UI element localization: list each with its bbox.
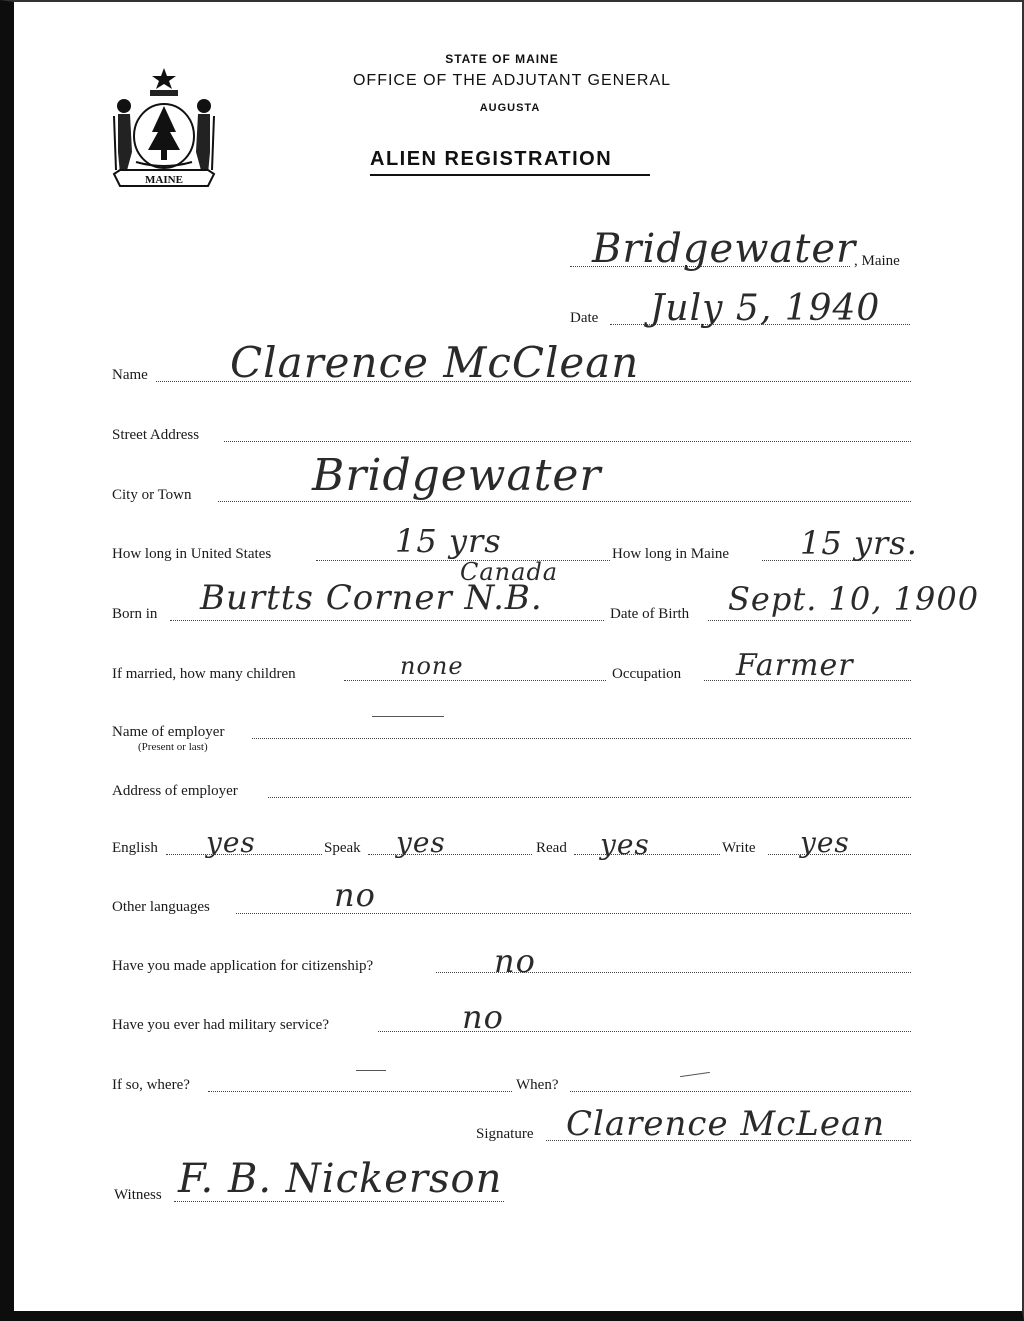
where-label: If so, where?	[112, 1077, 190, 1093]
signature-label: Signature	[476, 1126, 534, 1142]
name-value: Clarence McClean	[230, 338, 640, 387]
witness-value: F. B. Nickerson	[178, 1156, 503, 1202]
military-label: Have you ever had military service?	[112, 1017, 329, 1033]
other-languages-label: Other languages	[112, 899, 210, 915]
occupation-value: Farmer	[736, 648, 854, 683]
town-value: Bridgewater	[592, 226, 857, 272]
city-heading: AUGUSTA	[479, 102, 541, 114]
citizenship-value: no	[494, 942, 536, 980]
state-heading: STATE OF MAINE	[445, 52, 559, 66]
employer-address-field-line	[268, 797, 911, 798]
employer-address-label: Address of employer	[112, 783, 238, 799]
employer-label: Name of employer	[112, 724, 225, 740]
employer-sublabel: (Present or last)	[138, 741, 208, 753]
employer-blank-dash	[372, 716, 444, 717]
date-label: Date	[570, 310, 599, 326]
city-value: Bridgewater	[312, 450, 602, 501]
city-label: City or Town	[112, 487, 192, 503]
other-languages-value: no	[334, 876, 376, 914]
write-label: Write	[722, 840, 756, 856]
title-underline	[370, 174, 650, 176]
us-duration-label: How long in United States	[112, 546, 272, 562]
citizenship-label: Have you made application for citizenship?	[112, 958, 374, 974]
speak-label: Speak	[324, 840, 361, 856]
us-duration-value: 15 yrs	[395, 522, 502, 560]
when-field-line	[570, 1091, 911, 1092]
write-value: yes	[800, 826, 850, 859]
english-value: yes	[206, 826, 256, 859]
speak-field-line	[368, 854, 532, 855]
dob-field-line	[708, 620, 911, 621]
occupation-label: Occupation	[612, 666, 682, 682]
birthplace-field-line	[170, 620, 604, 621]
dob-label: Date of Birth	[610, 606, 690, 622]
military-field-line	[378, 1031, 911, 1032]
where-blank-dash	[356, 1070, 386, 1071]
signature-value: Clarence McLean	[566, 1104, 886, 1144]
read-label: Read	[536, 840, 567, 856]
witness-label: Witness	[114, 1187, 162, 1203]
employer-field-line	[252, 738, 911, 739]
date-value: July 5, 1940	[650, 288, 881, 329]
when-label: When?	[516, 1077, 559, 1093]
form-title: ALIEN REGISTRATION	[370, 148, 613, 170]
where-field-line	[208, 1091, 512, 1092]
children-label: If married, how many children	[112, 666, 296, 682]
maine-suffix-label: , Maine	[854, 253, 900, 269]
maine-duration-label: How long in Maine	[612, 546, 730, 562]
birthplace-label: Born in	[112, 606, 158, 622]
dob-value: Sept. 10, 1900	[728, 580, 980, 618]
name-label: Name	[112, 367, 148, 383]
street-field-line	[224, 441, 911, 442]
city-field-line	[218, 501, 911, 502]
children-value: none	[400, 652, 464, 680]
birthplace-value: Burtts Corner N.B.	[200, 578, 543, 618]
english-label: English	[112, 840, 158, 856]
maine-duration-value: 15 yrs.	[800, 524, 918, 562]
speak-value: yes	[396, 826, 446, 859]
children-field-line	[344, 680, 606, 681]
seal-banner-text: MAINE	[145, 174, 183, 186]
read-value: yes	[600, 828, 650, 861]
office-heading: OFFICE OF THE ADJUTANT GENERAL	[352, 72, 672, 89]
street-label: Street Address	[112, 427, 200, 443]
military-value: no	[462, 998, 504, 1036]
birth-country-note: Canada	[460, 558, 559, 586]
